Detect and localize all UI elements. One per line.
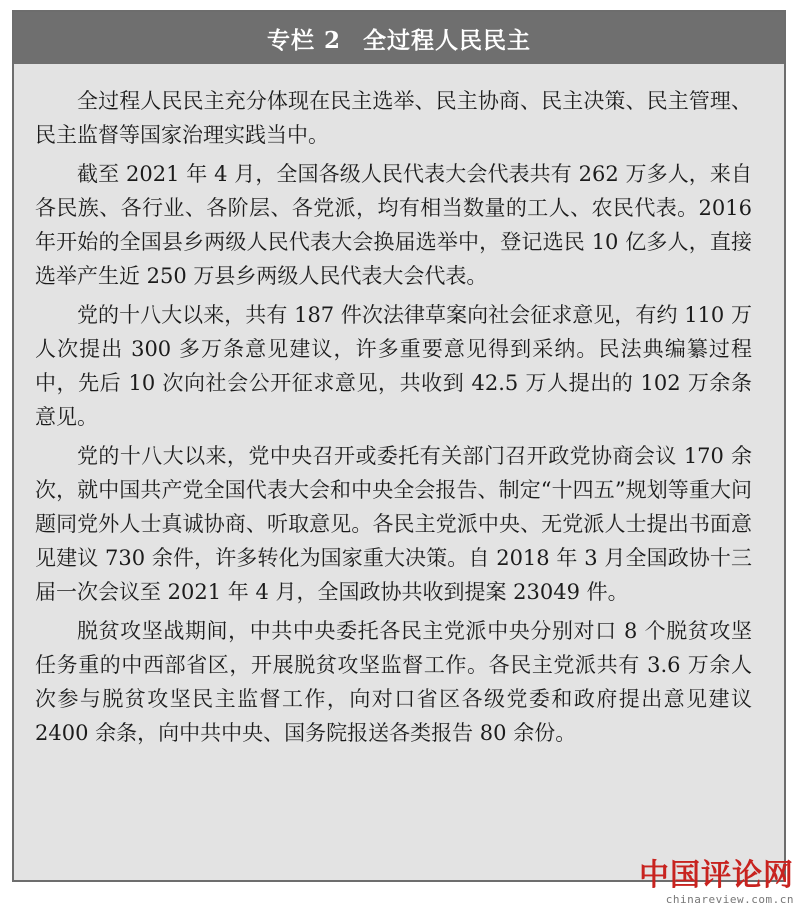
watermark [639,859,794,907]
watermark-url: chinareview.com.cn [665,893,794,906]
column-title: 全过程人民民主 [363,26,531,54]
watermark-brand: 中国评论网 [639,858,794,893]
paragraph: 党的十八大以来，党中央召开或委托有关部门召开政党协商会议 170 余次，就中国共产党全国代表大会和中央全会报告、制定“十四五”规划等重大问题同党外人士真诚协商、听取意见。各民主党派中央、无党派人士提出书面意见建议 730 余件，许多转化为国家重大决策。自 2018 年 3 月全国政协十三届一次会议至 2021 年 4 月，全国政协共收到提案 23049 件。 [35,444,752,604]
column-box [12,10,786,882]
column-header [14,12,784,64]
paragraph: 党的十八大以来，共有 187 件次法律草案向社会征求意见，有约 110 万人次提出 300 多万条意见建议，许多重要意见得到采纳。民法典编纂过程中，先后 10 次向社会公开征求意见，共收到 42.5 万人提出的 102 万余条意见。 [35,303,752,429]
column-number: 专栏 2 [266,26,341,54]
paragraph: 截至 2021 年 4 月，全国各级人民代表大会代表共有 262 万多人，来自各民族、各行业、各阶层、各党派，均有相当数量的工人、农民代表。2016 年开始的全国县乡两级人民代表大会换届选举中，登记选民 10 亿多人，直接选举产生近 250 万县乡两级人民代表大会代表。 [35,162,752,288]
paragraph: 脱贫攻坚战期间，中共中央委托各民主党派中央分别对口 8 个脱贫攻坚任务重的中西部省区，开展脱贫攻坚监督工作。各民主党派共有 3.6 万余人次参与脱贫攻坚民主监督工作，向对口省区各级党委和政府提出意见建议 2400 余条，向中共中央、国务院报送各类报告 80 余份。 [35,619,752,745]
paragraph: 全过程人民民主充分体现在民主选举、民主协商、民主决策、民主管理、民主监督等国家治理实践当中。 [35,89,752,147]
column-body [14,64,784,750]
